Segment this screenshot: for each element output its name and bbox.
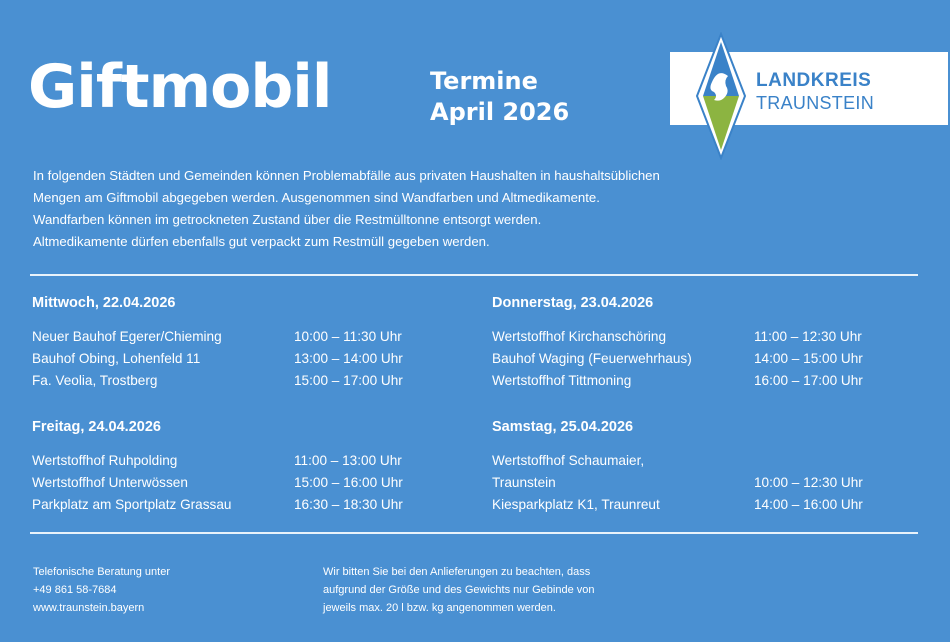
schedule-friday: [32, 417, 403, 516]
location: Kiesparkplatz K1, Traunreut: [492, 497, 660, 512]
intro-line: Mengen am Giftmobil abgegeben werden. Ausgenommen sind Wandfarben und Altmedikamente.: [33, 190, 600, 205]
intro-paragraph: [33, 165, 903, 253]
note-line: aufgrund der Größe und des Gewichts nur Gebinde von: [323, 584, 595, 596]
schedule-row: [492, 494, 863, 516]
subtitle-line-1: Termine: [430, 67, 538, 95]
page-title: Giftmobil: [28, 52, 332, 122]
schedule-row: [32, 348, 403, 370]
intro-line: In folgenden Städten und Gemeinden können Problemabfälle aus privaten Haushalten in haushaltsüblichen: [33, 168, 660, 183]
logo-line-1: LANDKREIS: [756, 70, 872, 91]
logo-line-2: TRAUNSTEIN: [756, 93, 875, 113]
subtitle-line-2: April 2026: [430, 98, 570, 126]
intro-line: Altmedikamente dürfen ebenfalls gut verpackt zum Restmüll gegeben werden.: [33, 234, 490, 249]
time-range: 15:00 – 17:00 Uhr: [294, 373, 403, 388]
schedule-row: [492, 450, 863, 472]
contact-website: www.traunstein.bayern: [33, 602, 145, 614]
time-range: 14:00 – 16:00 Uhr: [754, 497, 863, 512]
landkreis-crest-icon: [695, 32, 747, 160]
time-range: 16:30 – 18:30 Uhr: [294, 497, 403, 512]
contact-label: Telefonische Beratung unter: [33, 566, 170, 578]
location: Parkplatz am Sportplatz Grassau: [32, 497, 232, 512]
time-range: 10:00 – 11:30 Uhr: [294, 329, 402, 344]
divider: [30, 532, 918, 534]
divider: [30, 274, 918, 276]
note-line: jeweils max. 20 l bzw. kg angenommen werden.: [323, 602, 556, 614]
time-range: 10:00 – 12:30 Uhr: [754, 475, 863, 490]
schedule-row: [32, 370, 403, 392]
subtitle: [430, 66, 569, 128]
contact-phone: +49 861 58-7684: [33, 584, 117, 596]
time-range: 15:00 – 16:00 Uhr: [294, 475, 403, 490]
schedule-thursday: [492, 293, 863, 392]
schedule-saturday: [492, 417, 863, 516]
location: Wertstoffhof Schaumaier,: [492, 453, 645, 468]
schedule-row: [492, 326, 863, 348]
time-range: 11:00 – 13:00 Uhr: [294, 453, 402, 468]
location: Wertstoffhof Ruhpolding: [32, 453, 178, 468]
schedule-row: [492, 472, 863, 494]
schedule-row: [32, 472, 403, 494]
time-range: 11:00 – 12:30 Uhr: [754, 329, 862, 344]
location: Wertstoffhof Tittmoning: [492, 373, 632, 388]
location: Wertstoffhof Kirchanschöring: [492, 329, 667, 344]
time-range: 13:00 – 14:00 Uhr: [294, 351, 403, 366]
schedule-wednesday: [32, 293, 403, 392]
schedule-row: [492, 370, 863, 392]
location: Traunstein: [492, 475, 556, 490]
footer-note: [323, 563, 595, 617]
location: Fa. Veolia, Trostberg: [32, 373, 158, 388]
day-heading: Mittwoch, 22.04.2026: [32, 295, 176, 311]
location: Bauhof Obing, Lohenfeld 11: [32, 351, 201, 366]
schedule-row: [32, 450, 403, 472]
location: Wertstoffhof Unterwössen: [32, 475, 188, 490]
logo-text: [756, 70, 874, 114]
schedule-row: [32, 326, 403, 348]
time-range: 14:00 – 15:00 Uhr: [754, 351, 863, 366]
day-heading: Freitag, 24.04.2026: [32, 419, 161, 435]
footer-contact: [33, 563, 170, 617]
day-heading: Samstag, 25.04.2026: [492, 419, 634, 435]
schedule-row: [32, 494, 403, 516]
location: Neuer Bauhof Egerer/Chieming: [32, 329, 222, 344]
day-heading: Donnerstag, 23.04.2026: [492, 295, 654, 311]
schedule-row: [492, 348, 863, 370]
note-line: Wir bitten Sie bei den Anlieferungen zu beachten, dass: [323, 566, 591, 578]
time-range: 16:00 – 17:00 Uhr: [754, 373, 863, 388]
location: Bauhof Waging (Feuerwehrhaus): [492, 351, 692, 366]
intro-line: Wandfarben können im getrockneten Zustand über die Restmülltonne entsorgt werden.: [33, 212, 542, 227]
